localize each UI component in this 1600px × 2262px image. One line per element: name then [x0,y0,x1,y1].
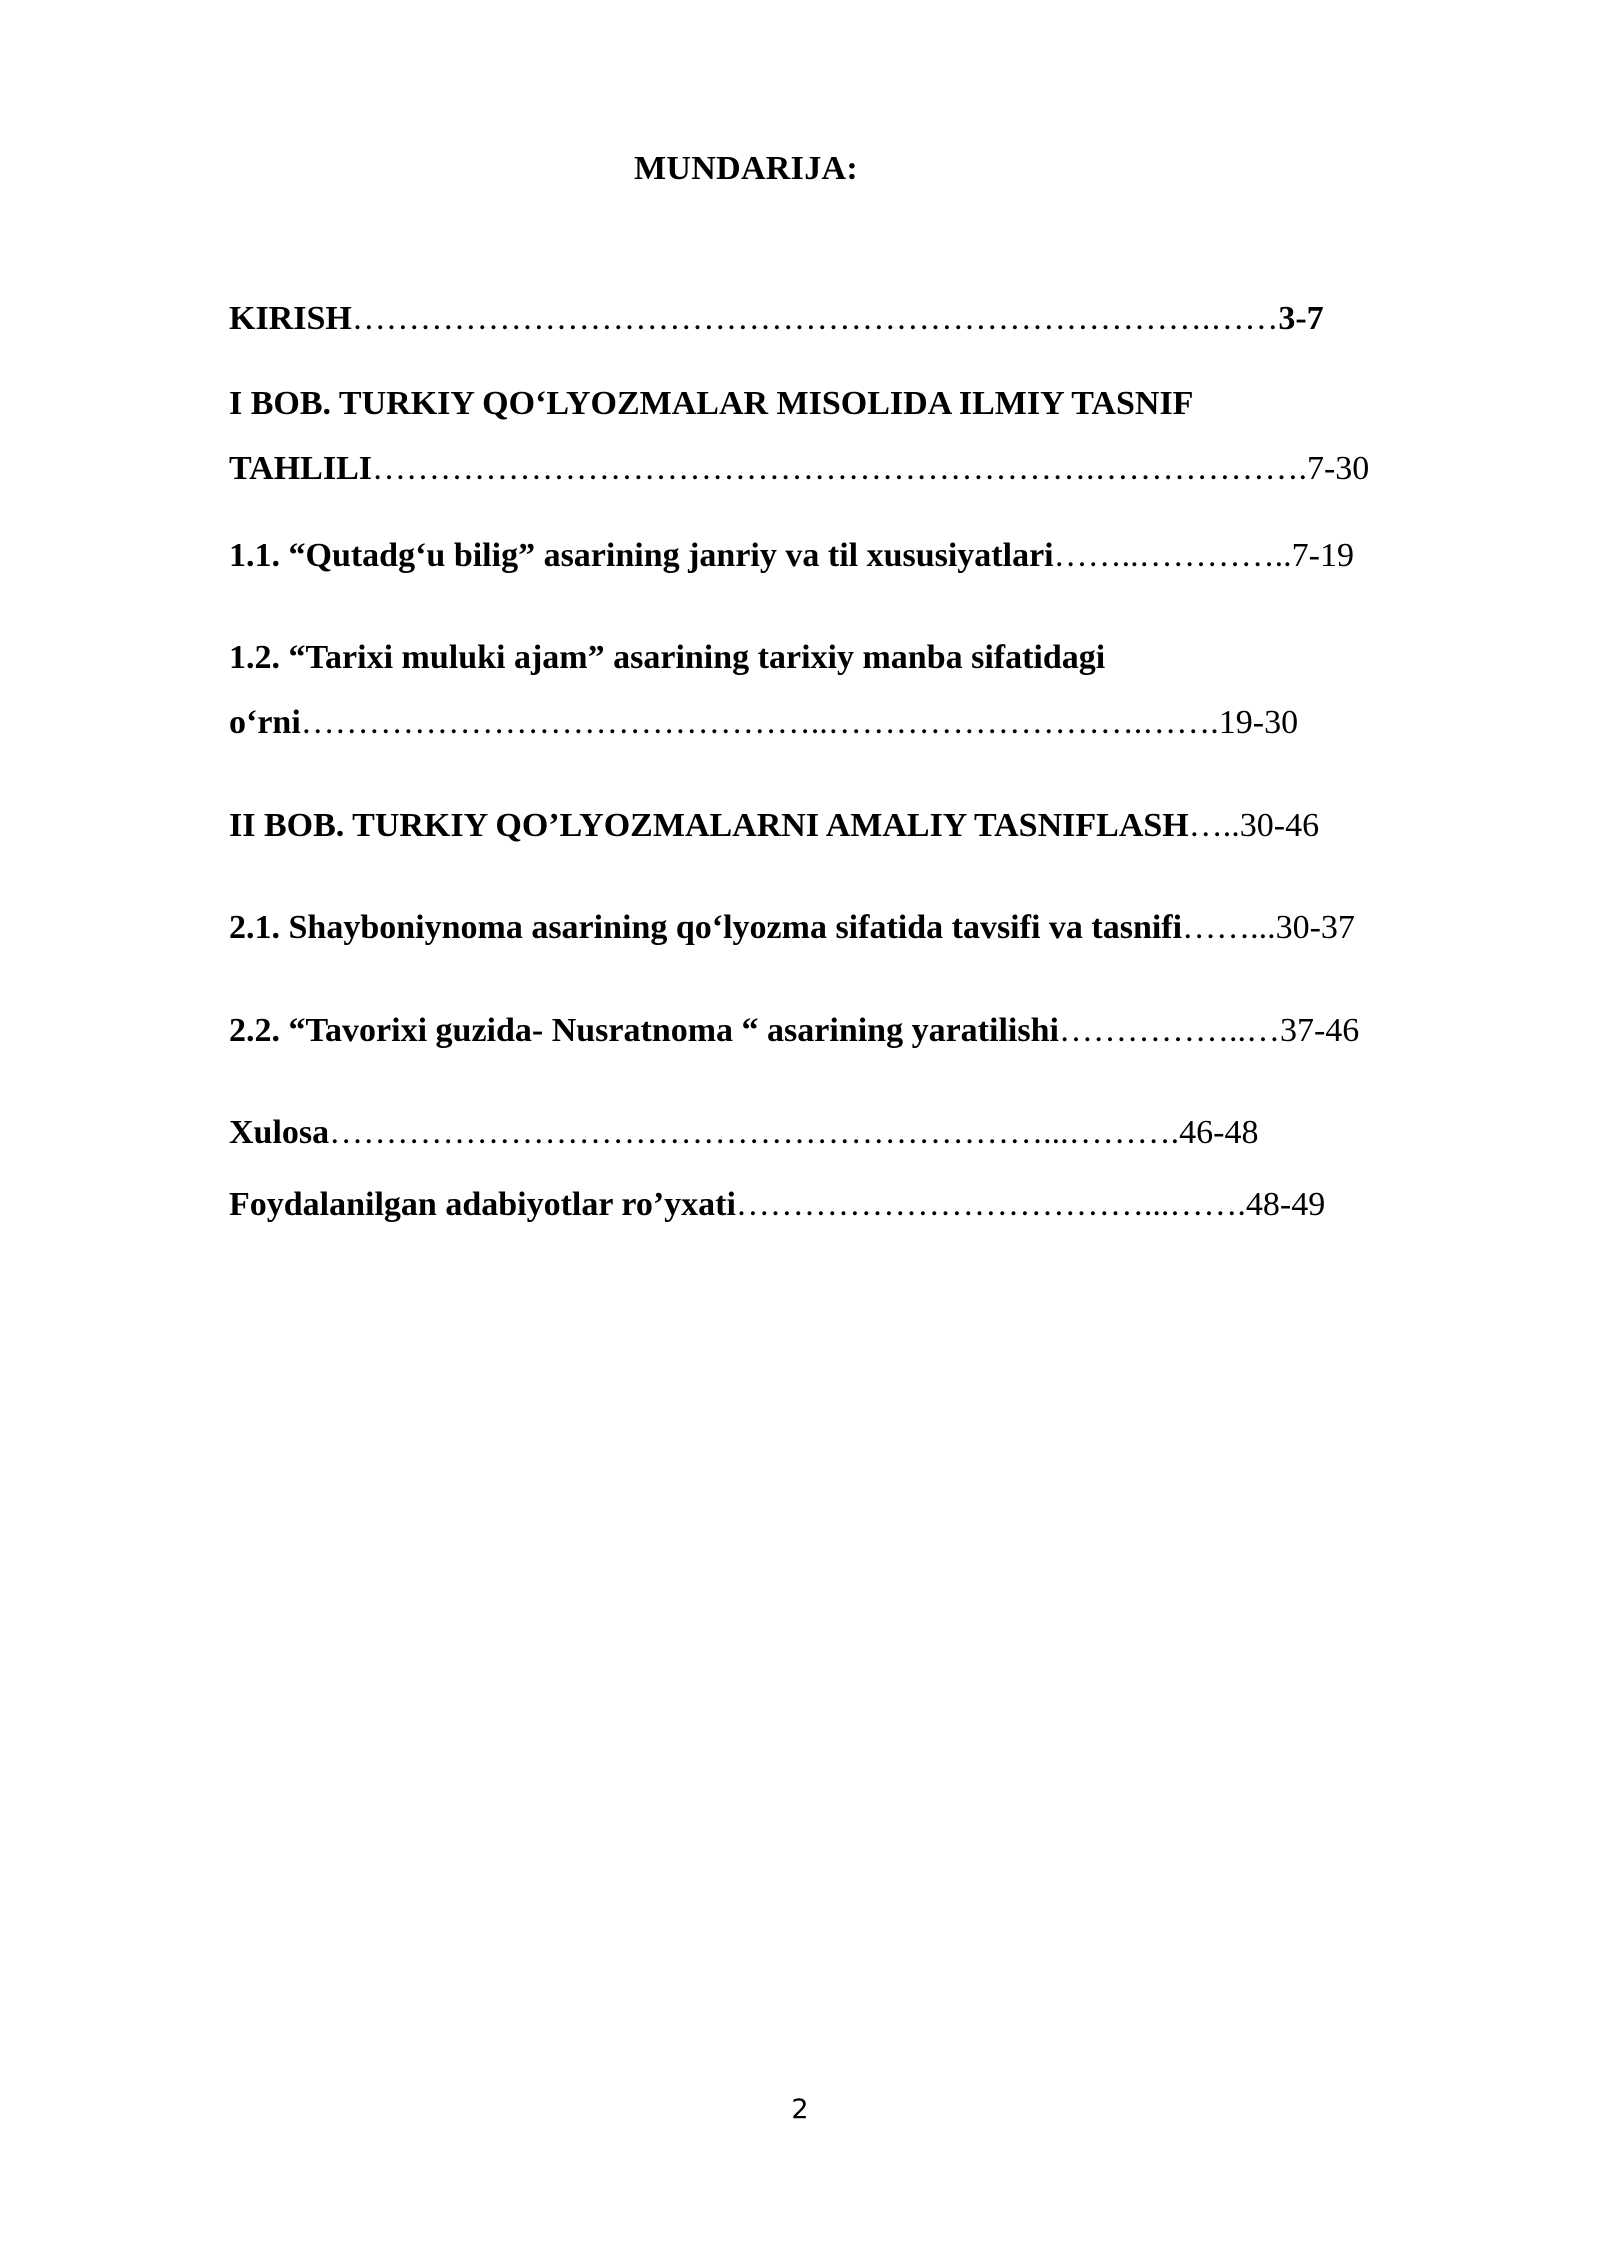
toc-leader: ….. [1188,807,1240,844]
toc-entry-title: I BOB. TURKIY QO‘LYOZMALAR MISOLIDA ILMIY TASNIF [229,385,1194,422]
toc-entry-kirish[interactable] [229,302,1324,336]
toc-entry-1-2-line1[interactable] [229,641,1105,675]
toc-entry-title: Foydalanilgan adabiyotlar ro’yxati [229,1186,736,1223]
toc-leader: ………………………………...……. [735,1186,1246,1223]
toc-page-range: 7-19 [1291,537,1354,574]
toc-entry-title: 1.2. “Tarixi muluki ajam” asarining tarixiy manba sifatidagi [229,639,1106,676]
toc-entry-title: 1.1. “Qutadg‘u bilig” asarining janriy va til xususiyatlari [229,537,1054,574]
toc-entry-title: TAHLILI [229,450,372,487]
toc-entry-adabiyotlar[interactable] [229,1188,1325,1222]
toc-page-range: 46-48 [1179,1114,1259,1151]
toc-entry-2-2[interactable] [229,1014,1359,1048]
toc-entry-bob1-line1[interactable] [229,387,1193,421]
toc-entry-title: II BOB. TURKIY QO’LYOZMALARNI AMALIY TASNIFLASH [229,807,1189,844]
toc-entry-title: o‘rni [229,704,301,741]
toc-page-range: 48-49 [1245,1186,1326,1223]
toc-entry-title: Xulosa [229,1114,330,1151]
toc-page-range: 3-7 [1278,300,1324,337]
toc-leader: ………………………………………………………………….…… [351,300,1279,337]
toc-entry-bob1-line2[interactable] [229,452,1369,486]
toc-page-range: 37-46 [1279,1012,1360,1049]
toc-page-range: 30-46 [1239,807,1320,844]
toc-leader: ……... [1182,909,1276,946]
toc-entry-1-2-line2[interactable] [229,706,1298,740]
page-title: MUNDARIJA: [634,150,858,187]
toc-entry-bob2[interactable] [229,809,1319,843]
toc-page-range: 19-30 [1218,704,1299,741]
toc-entry-title: 2.1. Shayboniynoma asarining qo‘lyozma sifatida tavsifi va tasnifi [229,909,1183,946]
toc-page-range: 30-37 [1275,909,1355,946]
toc-leader: ………………………………………………………...………. [329,1114,1180,1151]
page-number: 2 [791,2094,809,2125]
toc-page-range: 7-30 [1306,450,1370,487]
toc-leader: ……………..… [1058,1012,1280,1049]
toc-entry-title: 2.2. “Tavorixi guzida- Nusratnoma “ asarining yaratilishi [229,1012,1059,1049]
toc-entry-xulosa[interactable] [229,1116,1258,1150]
toc-entry-title: KIRISH [229,300,352,337]
toc-leader: ……………………………………………………….………………. [371,450,1307,487]
toc-leader: ……..………….. [1053,537,1292,574]
toc-entry-1-1[interactable] [229,539,1354,573]
toc-entry-2-1[interactable] [229,911,1355,945]
toc-leader: ………………………………………..……………………….……. [300,704,1219,741]
